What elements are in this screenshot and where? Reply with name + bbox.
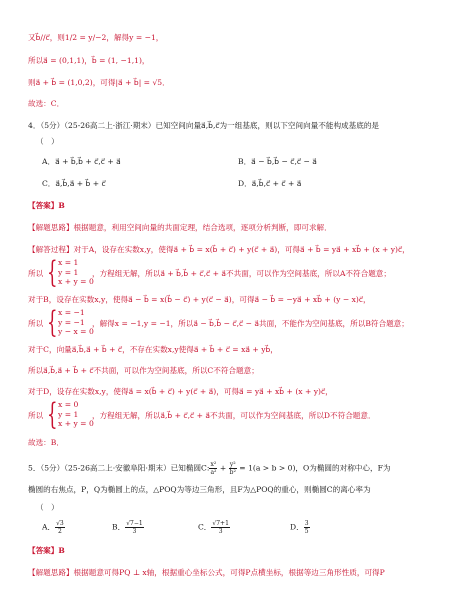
prev-solution-line-3: 则a⃗ + b⃗ = (1,0,2)，可得|a⃗ + b⃗| = √5． (28, 78, 170, 87)
q4-sysD-eq-2: y = 1 (58, 409, 79, 419)
q5-stem-suffix: = 1(a > b > 0)，O为椭圆的对称中心，F为 (239, 463, 391, 473)
prev-solution-line-1: 又b⃗//c⃗，则1/2 = y/−2，解得y = −1， (28, 33, 164, 42)
q5-option-c (198, 520, 230, 535)
q5-answer: 【答案】B (28, 546, 65, 555)
q5-option-b-label: B． (112, 522, 126, 532)
q5-paren: （ ） (36, 503, 59, 512)
q4-D-line: 对于D，设存在实数x,y，使得a⃗ = x(b⃗ + c⃗) + y(c⃗ + a⃗)，可得a⃗ = ya⃗ + xb⃗ + (x + y)c⃗， (28, 387, 333, 396)
q4-sysA-eq-3: x + y = 0 (58, 277, 94, 286)
q5-stem-line-2: 椭圆的右焦点，P，Q为椭圆上的点，△POQ为等边三角形，且F为△POQ的重心，则椭圆C的离心率为 (28, 485, 371, 494)
q4-sysD-prefix: 所以 (28, 411, 44, 420)
q4-sysB-conclusion: ，解得x = −1,y = −1，所以a⃗ − b⃗,b⃗ − c⃗,c⃗ − a⃗共面，不能作为空间基底，所以B符合题意； (92, 319, 409, 328)
q5-ellipse-x-num: x² (210, 461, 217, 468)
q4-option-b: B．a⃗ − b⃗,b⃗ − c⃗,c⃗ − a⃗ (238, 157, 317, 166)
q4-paren: （ ） (36, 137, 59, 146)
q5-ellipse-y-fraction (229, 461, 237, 476)
q5-stem-line-1: 5．（5分）（25-26高二上·安徽阜阳·期末）已知椭圆C: $\frac{\text{x²}}{\text{a²}}$ + $\frac{\text{y²}}{\text{b²}}$ = 1(a > b > 0)，O为椭圆的对称中心，F为 (28, 461, 391, 476)
q4-sysA-eq-1: x = 1 (58, 258, 79, 267)
q5-option-b-den: 3 (132, 528, 137, 535)
q4-sysB-brace: { (47, 305, 58, 340)
q4-sysA-prefix: 所以 (28, 269, 44, 278)
q5-option-a (42, 520, 65, 535)
q4-solution-process: 【解答过程】对于A，设存在实数x,y，使得a⃗ + b⃗ = x(b⃗ + c⃗) + y(c⃗ + a⃗)，可得a⃗ + b⃗ = ya⃗ + xb⃗ + (x + y)c⃗， (28, 245, 410, 254)
q4-option-d: D．a⃗,b⃗,c⃗ + c⃗ + a⃗ (238, 179, 302, 188)
q5-solution-idea: 【解题思路】根据题意可得PQ ⊥ x轴，根据重心坐标公式，可得P点横坐标，根据等边三角形性质，可得P (28, 568, 385, 577)
q4-sysB-prefix: 所以 (28, 319, 44, 328)
prev-solution-choice: 故选：C． (28, 99, 65, 108)
q5-option-d (290, 520, 310, 535)
prev-solution-line-2: 所以a⃗ = (0,1,1)，b⃗ = (1, −1,1)， (28, 56, 150, 65)
q5-ellipse-y-num: y² (229, 461, 236, 468)
q4-B-line: 对于B，设存在实数x,y，使得a⃗ − b⃗ = x(b⃗ − c⃗) + y(c⃗ − a⃗)，可得a⃗ − b⃗ = −ya⃗ + xb⃗ + (y − x)c⃗， (28, 295, 371, 304)
q4-sysD-eq-3: x + y = 0 (58, 419, 94, 428)
q4-C-line-1: 对于C，向量a⃗,b⃗,a⃗ + b⃗ + c⃗，不存在实数x,y使得a⃗ + b⃗ + c⃗ = xa⃗ + yb⃗， (28, 345, 278, 354)
q4-sysA-equations (58, 258, 94, 287)
q5-ellipse-x-den: a² (210, 469, 217, 476)
q4-option-c: C．a⃗,b⃗,a⃗ + b⃗ + c⃗ (42, 179, 106, 188)
q5-option-d-den: 5 (304, 528, 309, 535)
q4-solution-idea: 【解题思路】根据题意，利用空间向量的共面定理，结合选项，逐项分析判断，即可求解． (28, 223, 332, 232)
q5-option-a-label: A． (42, 522, 56, 532)
q4-sysB-eq-1: x = −1 (58, 308, 85, 317)
q4-sysD-equations (58, 400, 94, 429)
q4-sysA-eq-2: y = 1 (58, 267, 79, 277)
q5-stem-prefix: 5．（5分）（25-26高二上·安徽阜阳·期末）已知椭圆C: (28, 463, 210, 473)
q4-sysA-brace: { (47, 255, 58, 290)
q5-option-d-num: 3 (304, 520, 309, 527)
q4-sysD-conclusion: ，方程组无解，所以a⃗,b⃗ + c⃗,c⃗ + a⃗不共面，可以作为空间基底，所以D不符合题意． (92, 411, 376, 420)
q4-sysB-eq-3: y − x = 0 (58, 327, 94, 336)
q4-sysD-brace: { (47, 397, 58, 432)
q4-C-line-2: 所以a⃗,b⃗,a⃗ + b⃗ + c⃗不共面，可以作为空间基底，所以C不符合题意； (28, 366, 259, 375)
q4-choice: 故选：B． (28, 438, 64, 447)
q5-option-c-den: 3 (218, 528, 223, 535)
q5-ellipse-x-fraction (209, 461, 217, 476)
q4-sysA-conclusion: ，方程组无解，所以a⃗ + b⃗,b⃗ + c⃗,c⃗ + a⃗不共面，可以作为空间基底，所以A不符合题意； (92, 269, 391, 278)
q4-sysB-eq-2: y = −1 (58, 317, 85, 327)
q5-option-b (112, 520, 144, 535)
q5-ellipse-y-den: b² (229, 469, 236, 476)
q4-stem: 4．（5分）（25-26高二上·浙江·期末）已知空间向量a⃗,b⃗,c⃗为一组基底，则以下空间向量不能构成基底的是 (28, 121, 380, 130)
q4-sysB-equations (58, 308, 94, 337)
q4-option-a: A．a⃗ + b⃗,b⃗ + c⃗,c⃗ + a⃗ (42, 157, 121, 166)
q4-answer: 【答案】B (28, 201, 65, 210)
q4-sysD-eq-1: x = 0 (58, 400, 79, 409)
q5-option-c-num: √7+1 (212, 520, 229, 527)
q5-option-d-label: D． (290, 522, 304, 532)
q5-option-c-label: C． (198, 522, 212, 532)
q5-option-a-num: √3 (56, 520, 64, 527)
q5-option-b-num: √7−1 (126, 520, 143, 527)
q5-option-a-den: 2 (57, 528, 62, 535)
